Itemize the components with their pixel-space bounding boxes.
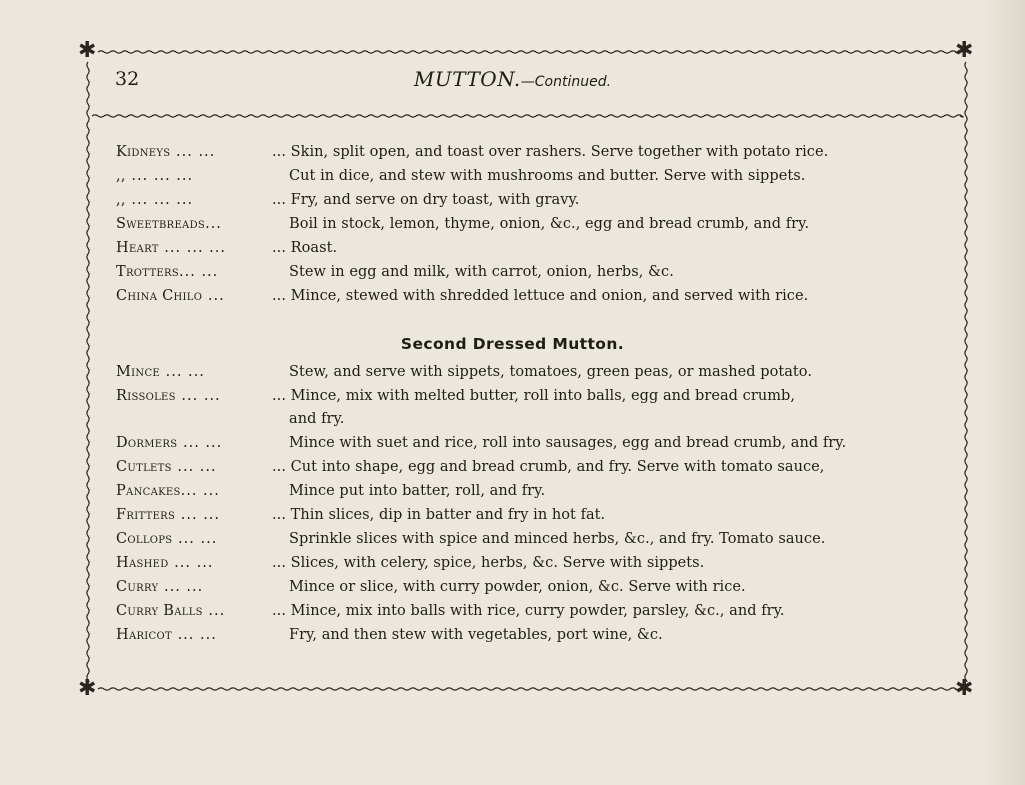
recipe-term [116,480,292,503]
recipe-term [116,261,292,284]
recipe-term-label: ,, [116,168,126,184]
corner-ornament-top-right: ✱ [955,38,974,63]
recipe-term [116,361,292,384]
recipe-term-label: Curry Balls [116,603,203,619]
recipe-description: ... Cut into shape, egg and bread crumb, and fry. Serve with tomato sauce, [272,459,825,475]
bottom-wavy-rule [98,688,957,690]
recipe-term-label: Rissoles [116,388,176,404]
recipe-term [116,576,292,599]
leader-dots: ... ... [170,144,216,160]
running-title-subtitle: —Continued. [520,74,612,90]
recipe-description: ... Mince, mix with melted butter, roll into balls, egg and bread crumb, [272,388,795,404]
recipe-term [116,504,292,527]
recipe-description: ... Fry, and serve on dry toast, with gravy. [272,192,580,208]
leader-dots: ... [202,603,226,619]
recipe-term-label: Curry [116,579,159,595]
leader-dots: ... ... ... [158,240,227,256]
leader-dots: ... ... [175,507,221,523]
recipe-description: Mince with suet and rice, roll into sausages, egg and bread crumb, and fry. [289,435,847,451]
leader-dots: ... ... ... [125,168,194,184]
recipe-term [116,456,292,479]
recipe-term [116,189,292,212]
recipe-term-label: Kidneys [116,144,171,160]
recipe-description: Stew, and serve with sippets, tomatoes, green peas, or mashed potato. [289,364,812,380]
recipe-term-label: ,, [116,192,126,208]
recipe-description: Cut in dice, and stew with mushrooms and butter. Serve with sippets. [289,168,806,184]
recipe-term-label: Mince [116,364,160,380]
recipe-term [116,432,292,455]
running-title-main: MUTTON. [413,67,521,91]
recipe-term-label: Dormers [116,435,178,451]
leader-dots: ... ... [171,627,217,643]
recipe-term-label: Sweetbreads [116,216,206,232]
corner-ornament-bottom-left: ✱ [78,676,97,701]
leader-dots: ... ... [180,483,220,499]
recipe-description: ... Mince, stewed with shredded lettuce and onion, and served with rice. [272,288,809,304]
recipe-term [116,385,292,408]
corner-ornament-top-left: ✱ [78,38,97,63]
leader-dots: ... ... [175,388,221,404]
recipe-term [116,237,292,260]
leader-dots: ... ... [177,435,223,451]
leader-dots: ... ... ... [125,192,194,208]
page-number: 32 [115,68,140,90]
recipe-description: ... Mince, mix into balls with rice, curry powder, parsley, &c., and fry. [272,603,785,619]
recipe-description-continued: and fry. [289,411,345,427]
left-wavy-rule [87,62,89,682]
recipe-description: Mince put into batter, roll, and fry. [289,483,546,499]
recipe-term-label: Haricot [116,627,172,643]
recipe-term [116,600,292,623]
recipe-term [116,624,292,647]
leader-dots: ... ... [168,555,214,571]
recipe-description: ... Roast. [272,240,338,256]
leader-dots: ... ... [172,531,218,547]
recipe-term [116,213,292,236]
leader-dots: ... ... [179,264,219,280]
recipe-term [116,165,292,188]
page-header [0,0,1025,110]
running-title [0,67,1025,91]
header-wavy-rule [92,115,963,117]
recipe-description: Sprinkle slices with spice and minced herbs, &c., and fry. Tomato sauce. [289,531,826,547]
recipe-term [116,528,292,551]
section-heading: Second Dressed Mutton. [400,335,625,353]
recipe-term-label: Trotters [116,264,180,280]
leader-dots: ... [205,216,222,232]
leader-dots: ... ... [160,364,205,380]
leader-dots: ... ... [158,579,204,595]
recipe-description: Mince or slice, with curry powder, onion, &c. Serve with rice. [289,579,746,595]
recipe-description: ... Thin slices, dip in batter and fry in hot fat. [272,507,606,523]
recipe-description: ... Skin, split open, and toast over rashers. Serve together with potato rice. [272,144,829,160]
recipe-term [116,141,292,164]
leader-dots: ... ... [171,459,217,475]
recipe-term-label: Pancakes [116,483,181,499]
corner-ornament-bottom-right: ✱ [955,676,974,701]
recipe-description: Stew in egg and milk, with carrot, onion, herbs, &c. [289,264,674,280]
recipe-term-label: China Chilo [116,288,203,304]
recipe-term-label: Cutlets [116,459,172,475]
recipe-term-label: Hashed [116,555,169,571]
recipe-term-label: Fritters [116,507,176,523]
right-wavy-rule [965,62,967,682]
recipe-term-label: Heart [116,240,159,256]
recipe-term [116,552,292,575]
leader-dots: ... [202,288,225,304]
recipe-description: ... Slices, with celery, spice, herbs, &c. Serve with sippets. [272,555,705,571]
recipe-term-label: Collops [116,531,173,547]
recipe-term [116,285,292,308]
recipe-description: Boil in stock, lemon, thyme, onion, &c., egg and bread crumb, and fry. [289,216,810,232]
recipe-description: Fry, and then stew with vegetables, port wine, &c. [289,627,663,643]
